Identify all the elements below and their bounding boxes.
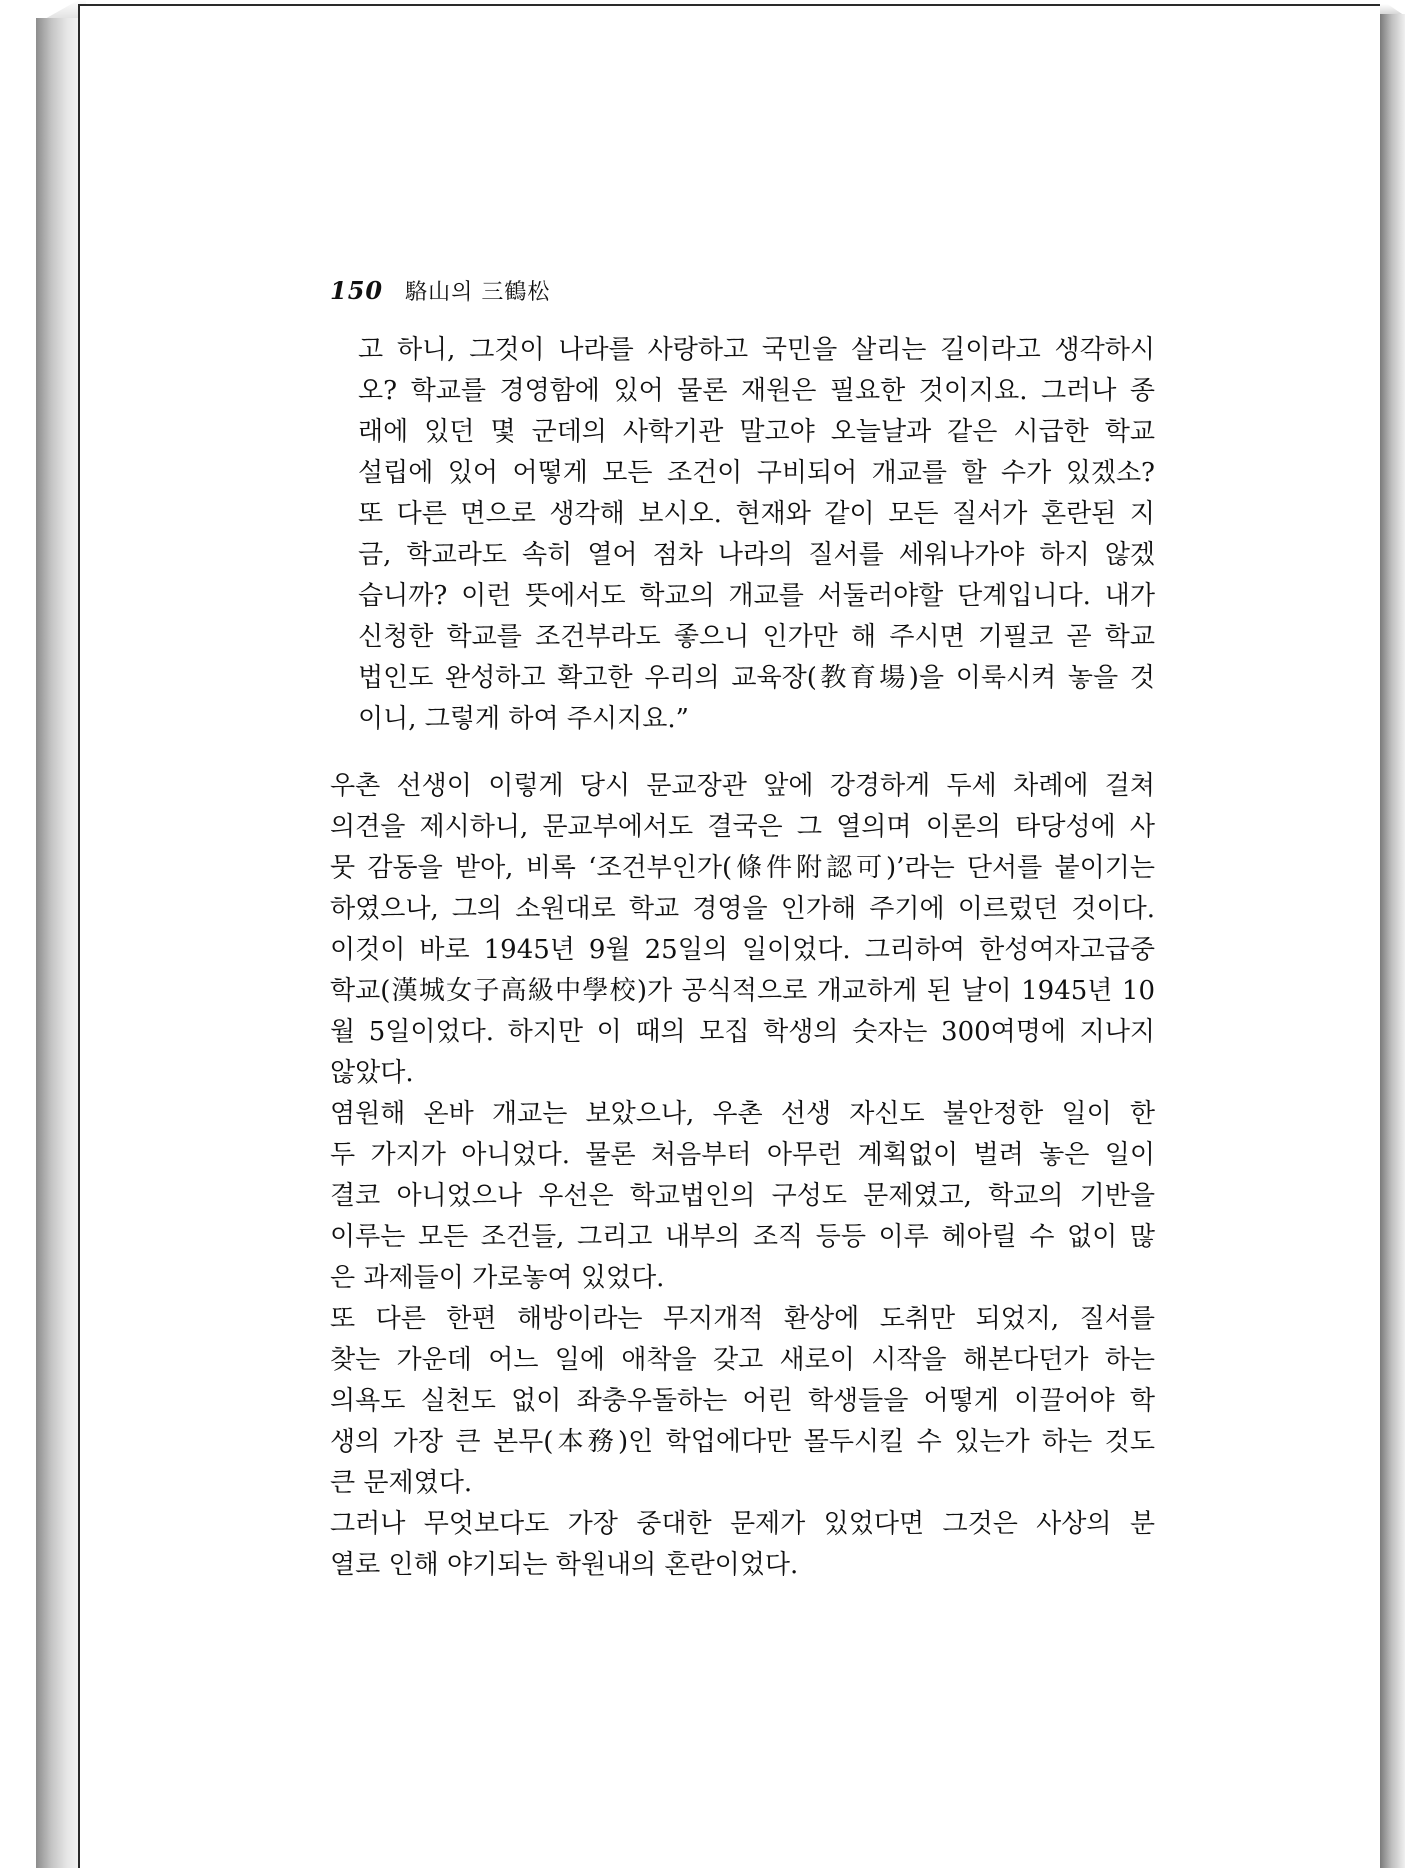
body-line: 찾는 가운데 어느 일에 애착을 갖고 새로이 시작을 해본다던가 하는 [330, 1345, 1155, 1375]
body-line: 또 다른 한편 해방이라는 무지개적 환상에 도취만 되었지, 질서를 [330, 1304, 1155, 1334]
quote-line: 오? 학교를 경영함에 있어 물론 재원은 필요한 것이지요. 그러나 종 [358, 376, 1155, 406]
body-line: 뭇 감동을 받아, 비록 ‘조건부인가(條件附認可)’라는 단서를 붙이기는 [330, 853, 1155, 883]
page-text [330, 330, 1155, 1586]
quote-line: 이니, 그렇게 하여 주시지요.” [358, 704, 689, 734]
body-line: 은 과제들이 가로놓여 있었다. [330, 1263, 665, 1293]
book-title: 駱山의 三鶴松 [405, 280, 551, 305]
quote-line: 법인도 완성하고 확고한 우리의 교육장(教育場)을 이룩시켜 놓을 것 [358, 663, 1155, 693]
page-stack-edge [1380, 14, 1405, 1868]
book-spine [36, 18, 80, 1868]
body-line: 생의 가장 큰 본무(本務)인 학업에다만 몰두시킬 수 있는가 하는 것도 [330, 1427, 1155, 1457]
body-line: 않았다. [330, 1058, 414, 1088]
quotation-block [330, 330, 1155, 740]
body-line: 의견을 제시하니, 문교부에서도 결국은 그 열의며 이론의 타당성에 사 [330, 812, 1155, 842]
body-line: 열로 인해 야기되는 학원내의 혼란이었다. [330, 1550, 799, 1580]
quote-line: 래에 있던 몇 군데의 사학기관 말고야 오늘날과 같은 시급한 학교 [358, 417, 1155, 447]
body-line: 두 가지가 아니었다. 물론 처음부터 아무런 계획없이 벌려 놓은 일이 [330, 1140, 1155, 1170]
body-line: 의욕도 실천도 없이 좌충우돌하는 어린 학생들을 어떻게 이끌어야 학 [330, 1386, 1155, 1416]
quote-line: 고 하니, 그것이 나라를 사랑하고 국민을 살리는 길이라고 생각하시 [358, 335, 1155, 365]
page-number: 150 [330, 276, 384, 305]
body-text [330, 766, 1155, 1586]
body-line: 결코 아니었으나 우선은 학교법인의 구성도 문제였고, 학교의 기반을 [330, 1181, 1155, 1211]
paragraph-spacer [330, 740, 1155, 766]
body-line: 이것이 바로 1945년 9월 25일의 일이었다. 그리하여 한성여자고급중 [330, 935, 1155, 965]
body-line: 염원해 온바 개교는 보았으나, 우촌 선생 자신도 불안정한 일이 한 [330, 1099, 1155, 1129]
quote-line: 설립에 있어 어떻게 모든 조건이 구비되어 개교를 할 수가 있겠소? [358, 458, 1155, 488]
quote-line: 금, 학교라도 속히 열어 점차 나라의 질서를 세워나가야 하지 않겠 [358, 540, 1155, 570]
body-line: 이루는 모든 조건들, 그리고 내부의 조직 등등 이루 헤아릴 수 없이 많 [330, 1222, 1155, 1252]
body-line: 하였으나, 그의 소원대로 학교 경영을 인가해 주기에 이르렀던 것이다. [330, 894, 1155, 924]
quote-line: 신청한 학교를 조건부라도 좋으니 인가만 해 주시면 기필코 곧 학교 [358, 622, 1155, 652]
body-line: 학교(漢城女子高級中學校)가 공식적으로 개교하게 된 날이 1945년 10 [330, 976, 1155, 1006]
body-line: 큰 문제였다. [330, 1468, 473, 1498]
running-head [330, 275, 550, 306]
body-line: 우촌 선생이 이렇게 당시 문교장관 앞에 강경하게 두세 차례에 걸쳐 [330, 771, 1155, 801]
quote-line: 또 다른 면으로 생각해 보시오. 현재와 같이 모든 질서가 혼란된 지 [358, 499, 1155, 529]
body-line: 월 5일이었다. 하지만 이 때의 모집 학생의 숫자는 300여명에 지나지 [330, 1017, 1155, 1047]
quote-line: 습니까? 이런 뜻에서도 학교의 개교를 서둘러야할 단계입니다. 내가 [358, 581, 1155, 611]
body-line: 그러나 무엇보다도 가장 중대한 문제가 있었다면 그것은 사상의 분 [330, 1509, 1155, 1539]
